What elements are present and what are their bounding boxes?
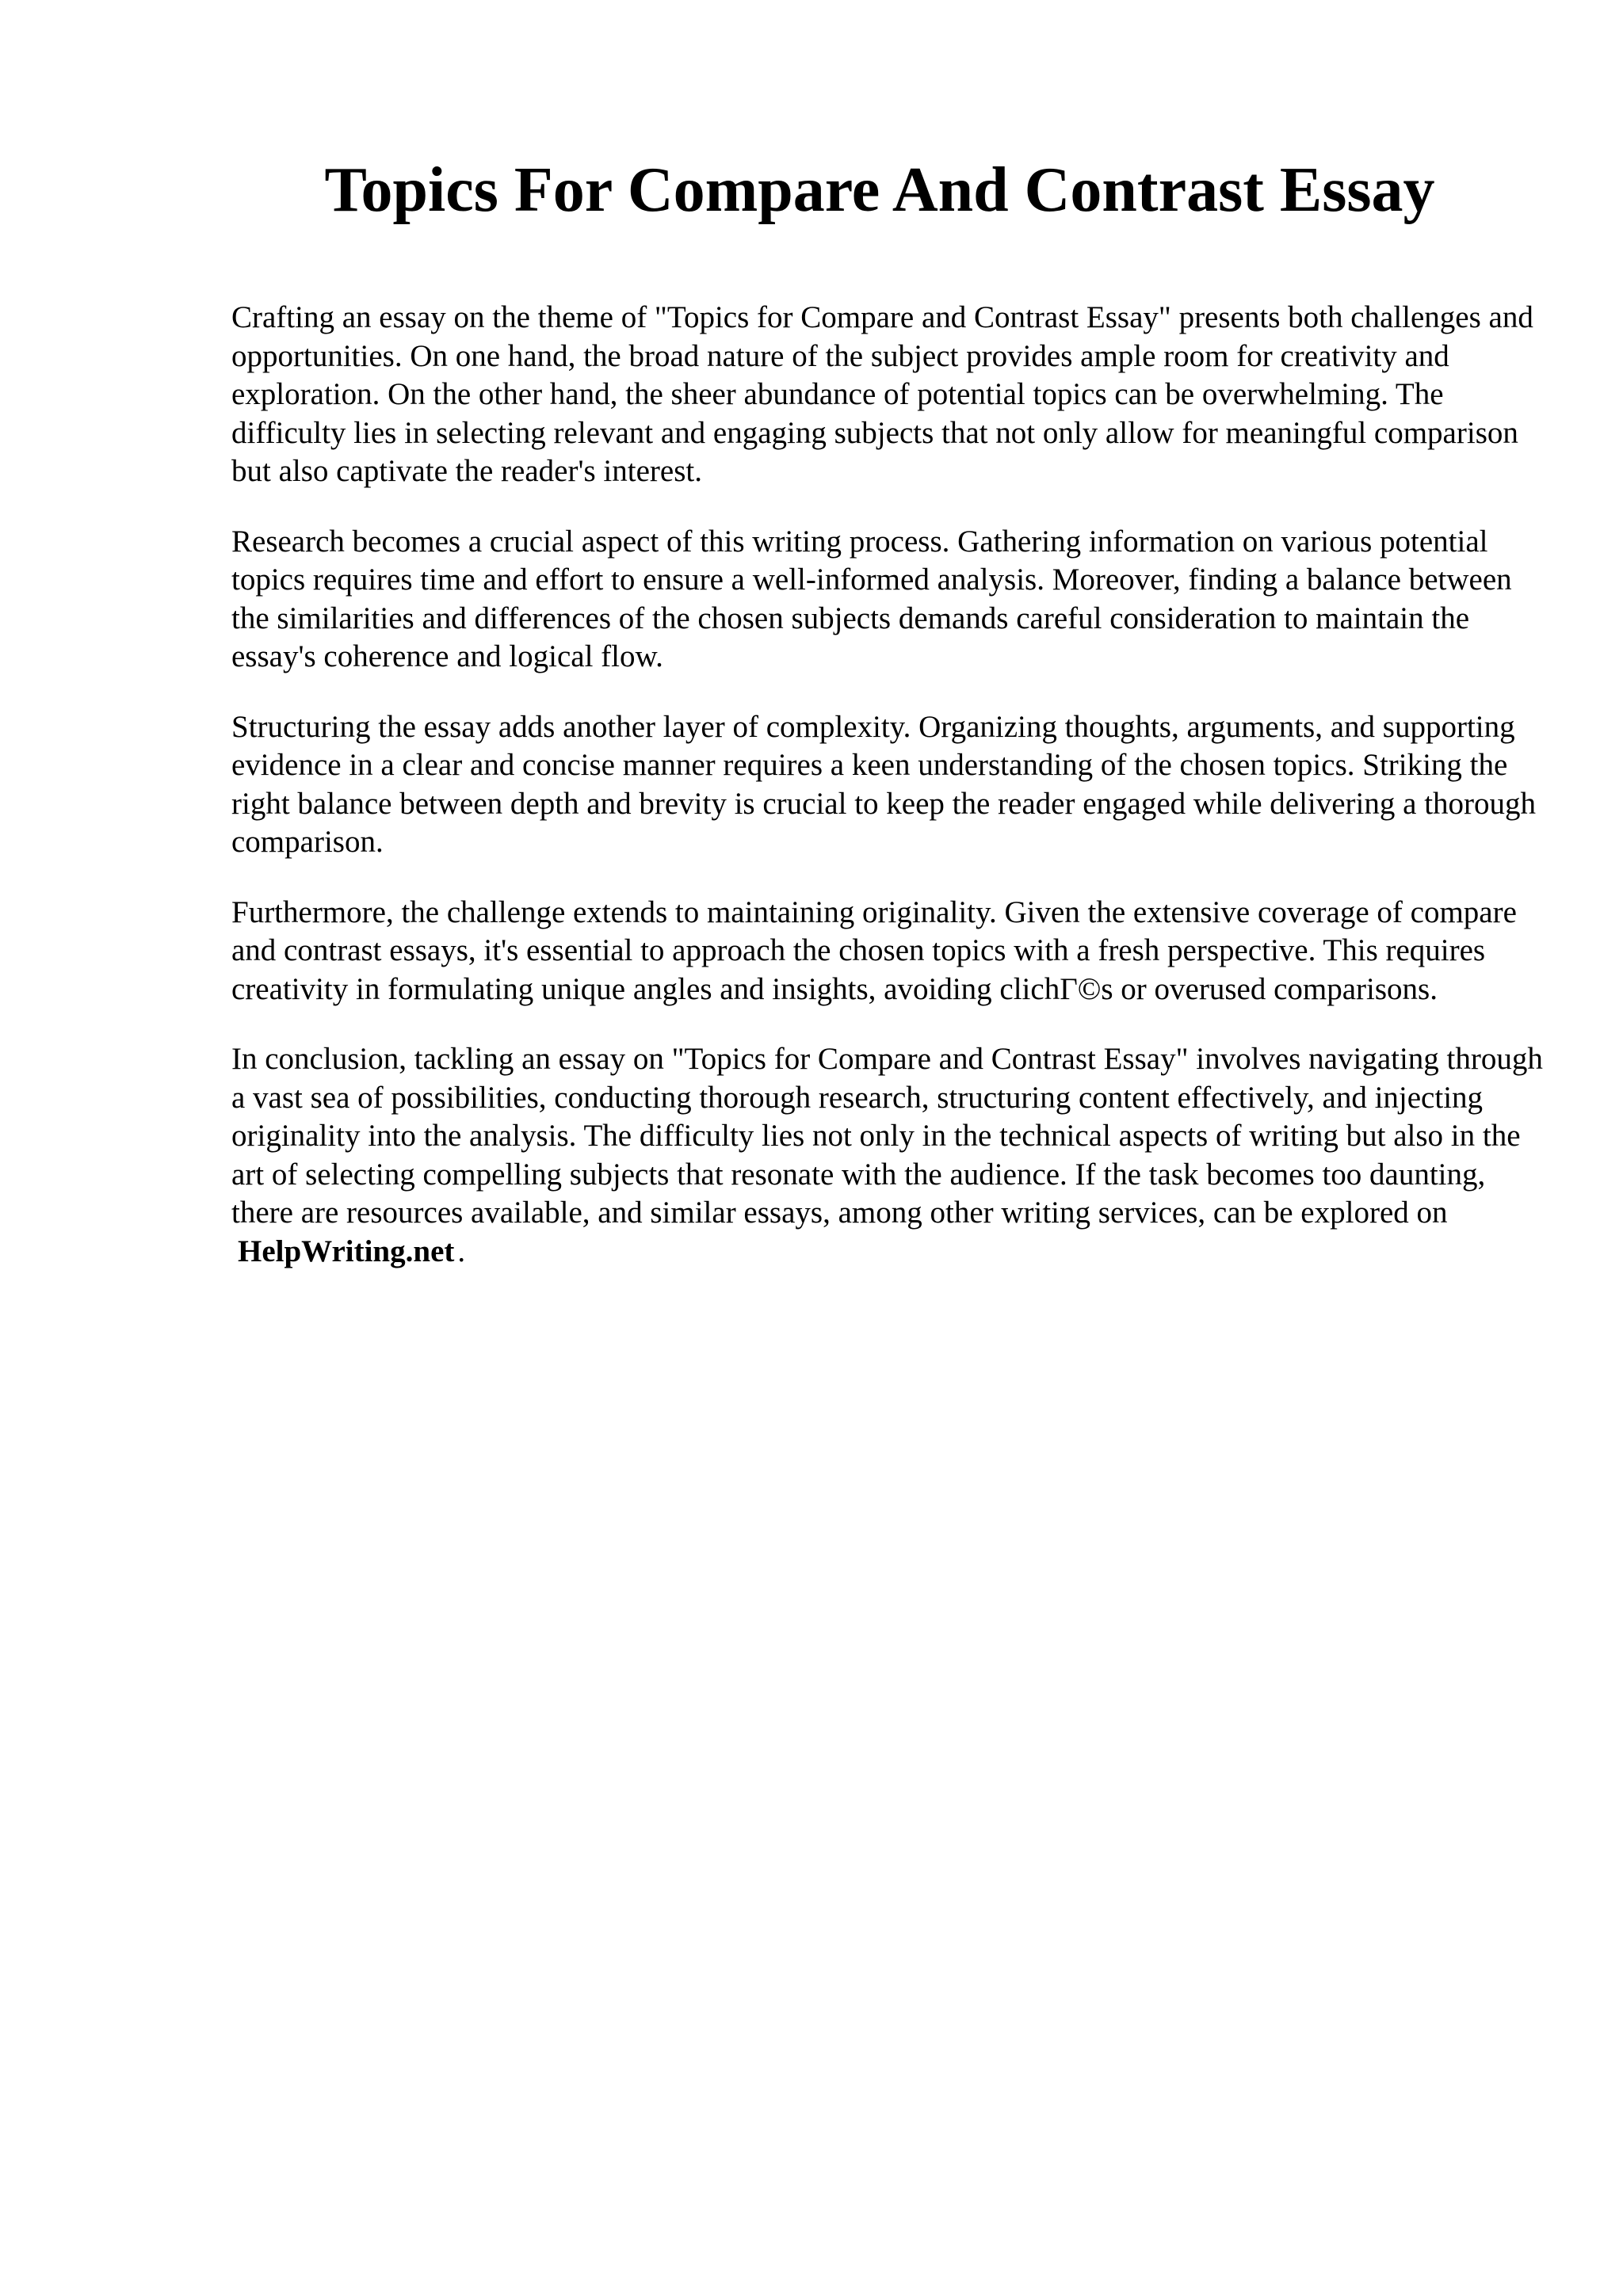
- conclusion-period: .: [457, 1234, 466, 1268]
- paragraph-3: Structuring the essay adds another layer of complexity. Organizing thoughts, arguments, and supporting evidence in a clear and concise manner requires a keen understanding of the chosen topics. Striking the right balance between depth and brevity is crucial to keep the reader engaged while delivering a thorough comparison.: [231, 709, 1537, 859]
- paragraph-4: Furthermore, the challenge extends to maintaining originality. Given the extensive coverage of compare and contrast essays, it's essential to approach the chosen topics with a fresh perspective. This requires creativity in formulating unique angles and insights, avoiding clichΓ©s or overused comparisons.: [231, 894, 1517, 1006]
- paragraph-conclusion: [231, 1040, 1547, 1271]
- document-body: [231, 299, 1547, 1302]
- conclusion-text: In conclusion, tackling an essay on "Topics for Compare and Contrast Essay" involves navigating through a vast sea of possibilities, conducting thorough research, structuring content effectively, and injecting originality into the analysis. The difficulty lies not only in the technical aspects of writing but also in the art of selecting compelling subjects that resonate with the audience. If the task becomes too daunting, there are resources available, and similar essays, among other writing services, can be explored on: [231, 1042, 1543, 1230]
- paragraph-1: Crafting an essay on the theme of "Topics for Compare and Contrast Essay" presents both challenges and opportunities. On one hand, the broad nature of the subject provides ample room for creativity and exploration. On the other hand, the sheer abundance of potential topics can be overwhelming. The difficulty lies in selecting relevant and engaging subjects that not only allow for meaningful comparison but also captivate the reader's interest.: [231, 300, 1533, 488]
- document-title: Topics For Compare And Contrast Essay: [324, 155, 1435, 225]
- helpwriting-link[interactable]: HelpWriting.net: [238, 1234, 455, 1268]
- paragraph-2: Research becomes a crucial aspect of this writing process. Gathering information on various potential topics requires time and effort to ensure a well-informed analysis. Moreover, finding a balance between the similarities and differences of the chosen subjects demands careful consideration to maintain the essay's coherence and logical flow.: [231, 524, 1512, 673]
